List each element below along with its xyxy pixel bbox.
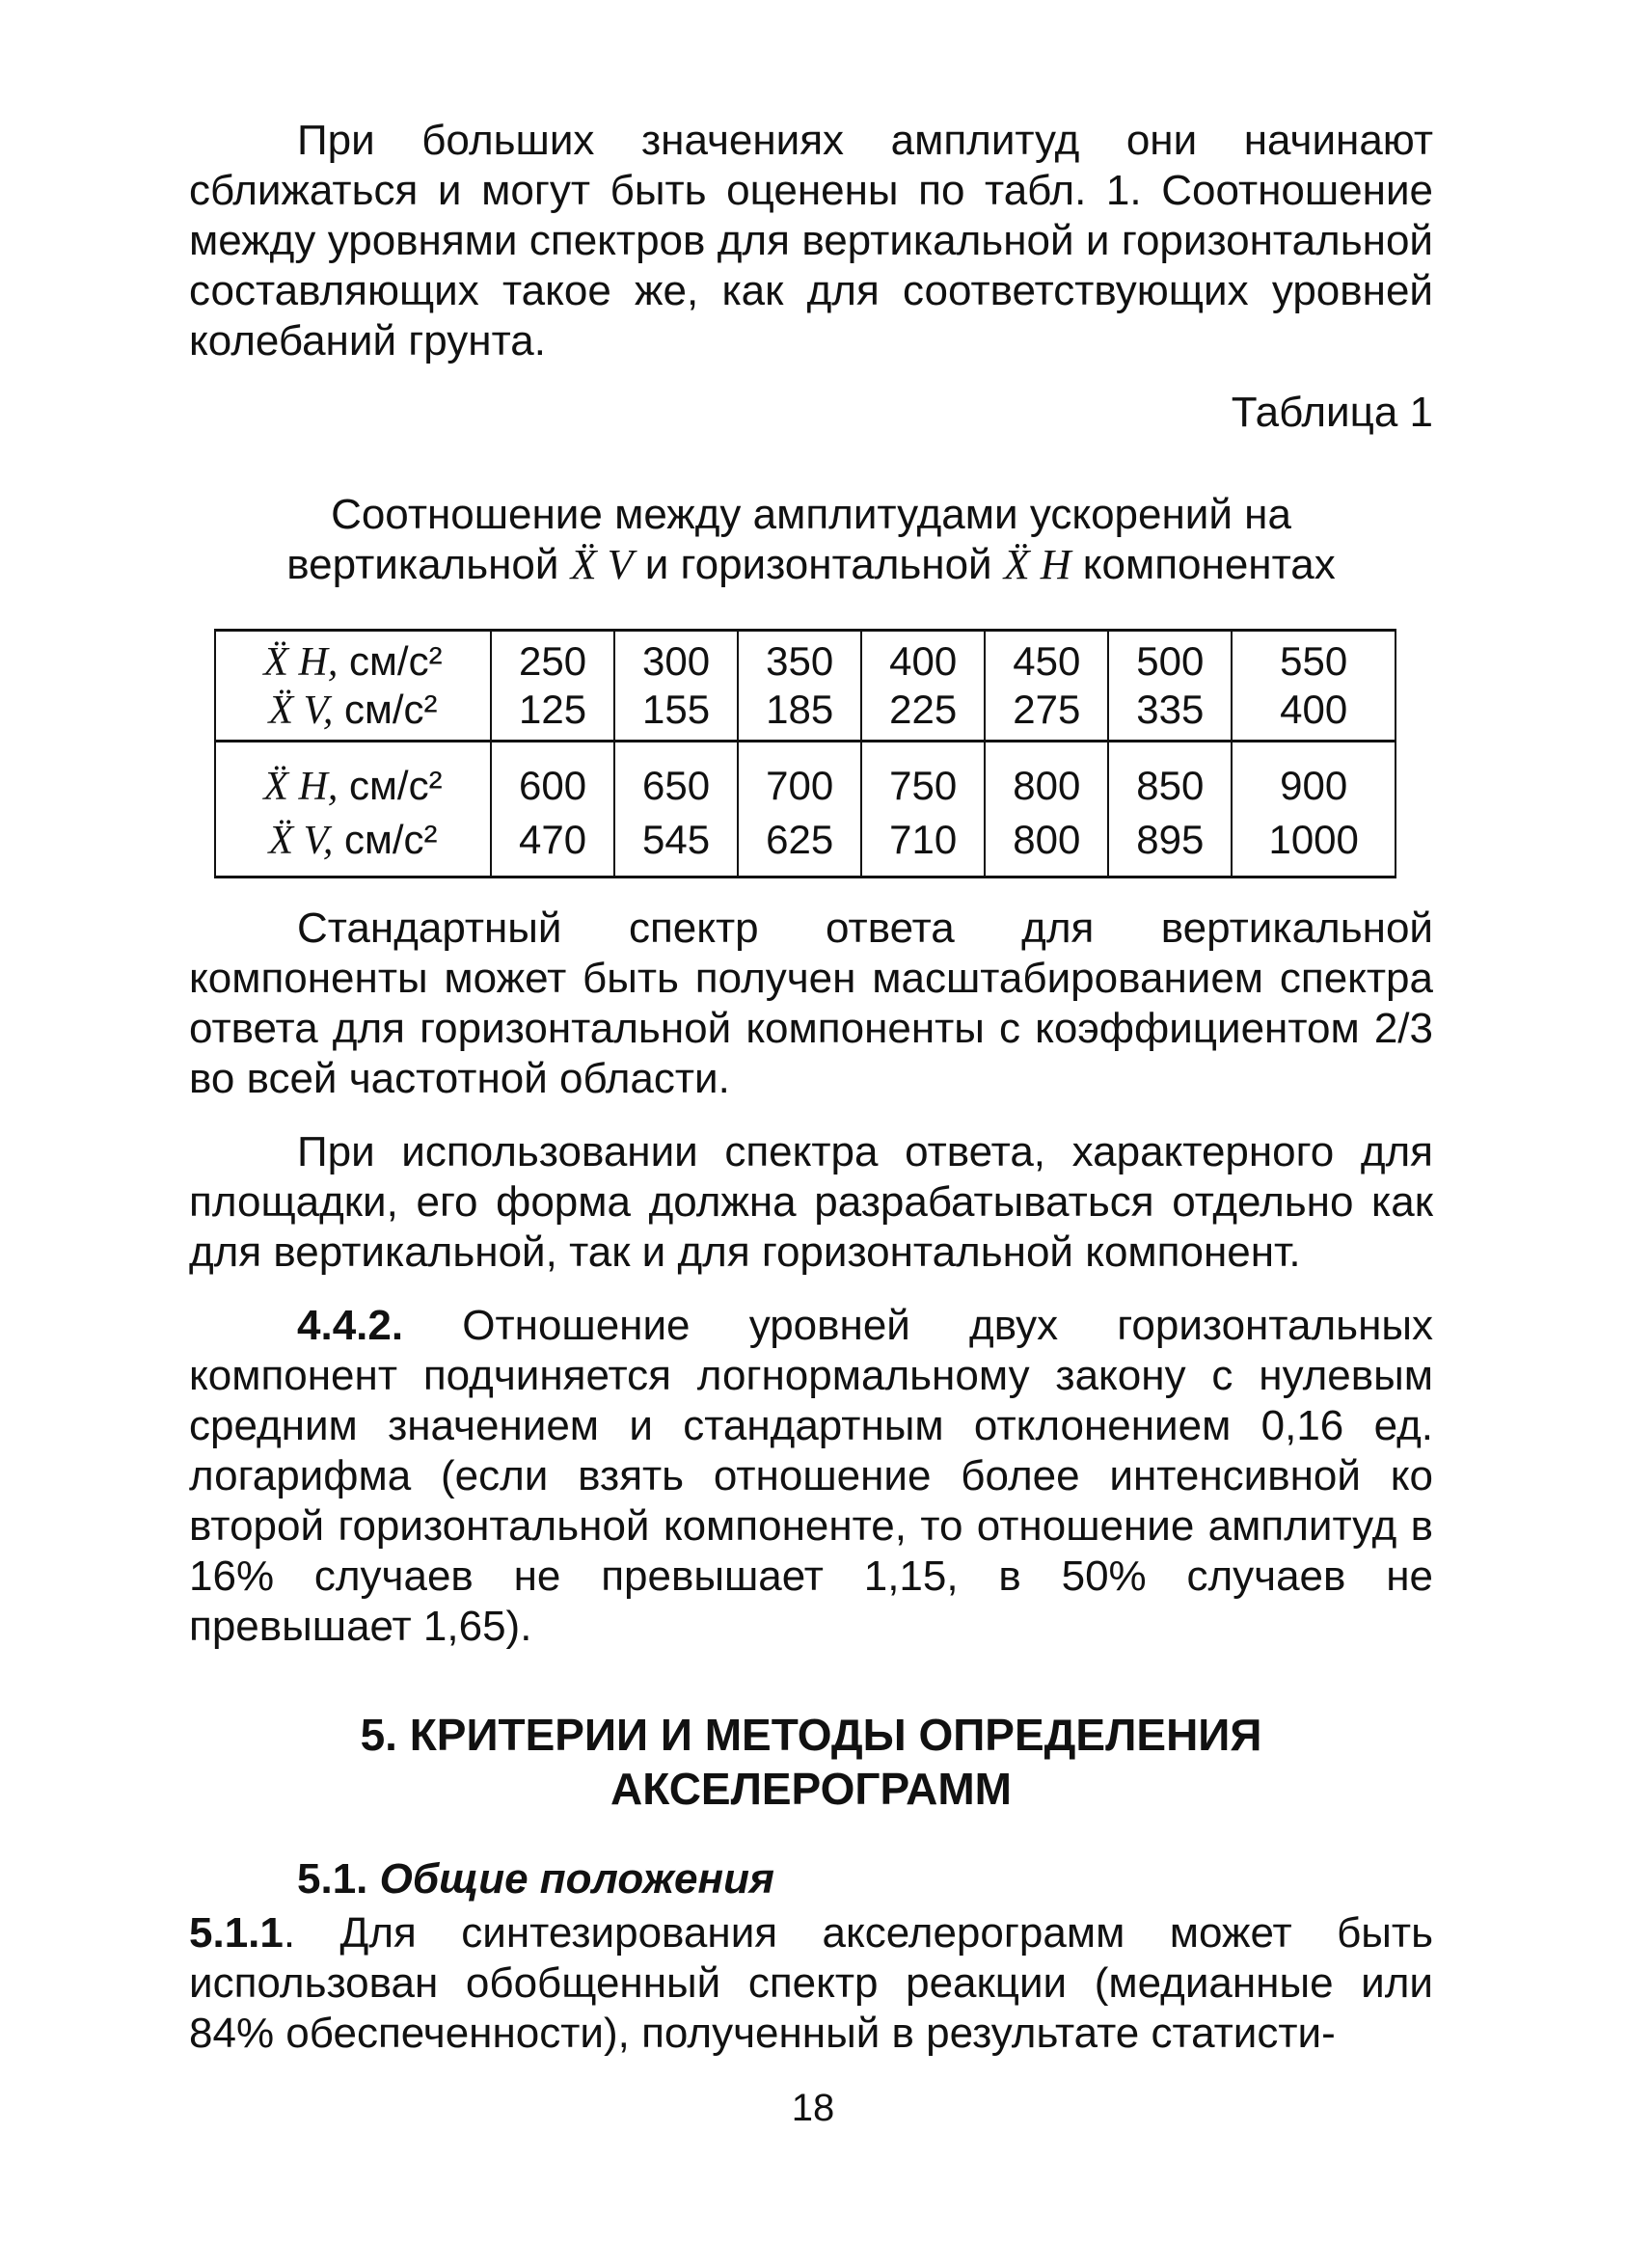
cell-h: 850 [1136,763,1205,808]
paragraph-vertical-spectrum: Стандартный спектр ответа для вертикальной компоненты может быть получен масштабированием спектра ответа для горизонтальной компоненты с коэффициентом 2/3 во всей частотной области. [189,904,1433,1102]
header-v-unit: см/с² [333,817,438,862]
header-v-unit: см/с² [333,687,438,732]
cell-v: 275 [1013,687,1081,732]
cell-v: 710 [889,817,958,862]
cell-h: 900 [1280,763,1348,808]
section-heading-line1: 5. КРИТЕРИИ И МЕТОДЫ ОПРЕДЕЛЕНИЯ [360,1710,1262,1760]
table-caption-line1: Соотношение между амплитудами ускорений на [331,491,1291,538]
table-caption-line2 [189,540,1433,590]
table-cell [1232,742,1396,878]
header-v-symbol: Ẍ V, [268,819,334,863]
table-cell [491,631,614,742]
table-cell [861,631,985,742]
table-cell [738,631,861,742]
table-group-2 [215,742,1396,878]
cell-h: 500 [1136,638,1205,684]
table-cell [614,631,738,742]
paragraph-5-1-1 [189,1908,1433,2059]
table-caption [189,490,1433,590]
table-cell [1108,631,1232,742]
subsection-title: Общие положения [379,1855,774,1903]
cell-v: 895 [1136,817,1205,862]
cell-h: 600 [518,763,587,808]
amplitude-ratio-table [214,629,1396,878]
table-cell [738,742,861,878]
header-h-symbol: Ẍ H, [263,765,339,809]
table-cell [985,742,1108,878]
cell-v: 125 [518,687,587,732]
cell-v: 1000 [1268,817,1359,862]
cell-h: 400 [889,638,958,684]
header-h-unit: см/с² [338,638,443,684]
table-cell [1232,631,1396,742]
header-v [216,816,490,870]
clause-text-5-1-1: . Для синтезирования акселерограмм может быть использован обобщенный спектр реакции (медианные или 84% обеспеченности), полученный в результате статисти- [189,1909,1433,2057]
header-h [216,762,490,816]
subsection-number: 5.1. [297,1855,368,1903]
cell-h: 250 [518,638,587,684]
cell-v: 545 [642,817,711,862]
clause-number-5-1-1: 5.1.1 [189,1909,284,1957]
cell-v: 800 [1013,817,1081,862]
document-page [189,116,1433,2059]
cell-v: 470 [518,817,587,862]
table-cell [1108,742,1232,878]
cell-v: 400 [1280,687,1348,732]
caption-part-a: вертикальной [286,541,571,588]
cell-h: 650 [642,763,711,808]
header-h-symbol: Ẍ H, [263,640,339,685]
paragraph-4-4-2 [189,1301,1433,1652]
header-v-symbol: Ẍ V, [268,688,334,733]
cell-v: 185 [766,687,834,732]
cell-h: 800 [1013,763,1081,808]
cell-h: 300 [642,638,711,684]
table-cell [614,742,738,878]
table-row-header [215,631,491,742]
caption-part-c: компонентах [1070,541,1336,588]
caption-part-b: и горизонтальной [633,541,1004,588]
clause-text-4-4-2: Отношение уровней двух горизонтальных компонент подчиняется логнормальному закону с нулевым средним значением и стандартным отклонением 0,16 ед. логарифма (если взять отношение более интенсивной ко второй горизонтальной компоненте, то отношение амплитуд в 16% случаев не превышает 1,15, в 50% случаев не превышает 1,65). [189,1302,1433,1650]
table-label: Таблица 1 [1231,389,1433,436]
header-h [216,637,490,686]
cell-v: 155 [642,687,711,732]
cell-v: 625 [766,817,834,862]
section-heading [189,1708,1433,1816]
cell-v: 225 [889,687,958,732]
clause-number-4-4-2: 4.4.2. [297,1302,404,1349]
table-cell [861,742,985,878]
cell-v: 335 [1136,687,1205,732]
caption-symbol-v: Ẍ V [570,541,634,588]
cell-h: 350 [766,638,834,684]
cell-h: 550 [1280,638,1348,684]
cell-h: 450 [1013,638,1081,684]
paragraph-amplitudes: При больших значениях амплитуд они начинают сближаться и могут быть оценены по табл. 1. Соотношение между уровнями спектров для вертикальной и горизонтальной составляющих такое же, как для соответствующих уровней колебаний грунта. [189,117,1433,364]
cell-h: 700 [766,763,834,808]
table-cell [985,631,1108,742]
cell-h: 750 [889,763,958,808]
paragraph-site-spectrum: При использовании спектра ответа, характерного для площадки, его форма должна разрабатываться отдельно как для вертикальной, так и для горизонтальной компонент. [189,1128,1433,1276]
table-group-1 [215,631,1396,742]
table-row-header [215,742,491,878]
subsection-heading [297,1854,1433,1904]
header-h-unit: см/с² [338,763,443,808]
page-number: 18 [791,2087,835,2129]
header-v [216,686,490,734]
caption-symbol-h: Ẍ H [1003,541,1071,588]
section-heading-line2: АКСЕЛЕРОГРАММ [610,1764,1012,1814]
table-cell [491,742,614,878]
